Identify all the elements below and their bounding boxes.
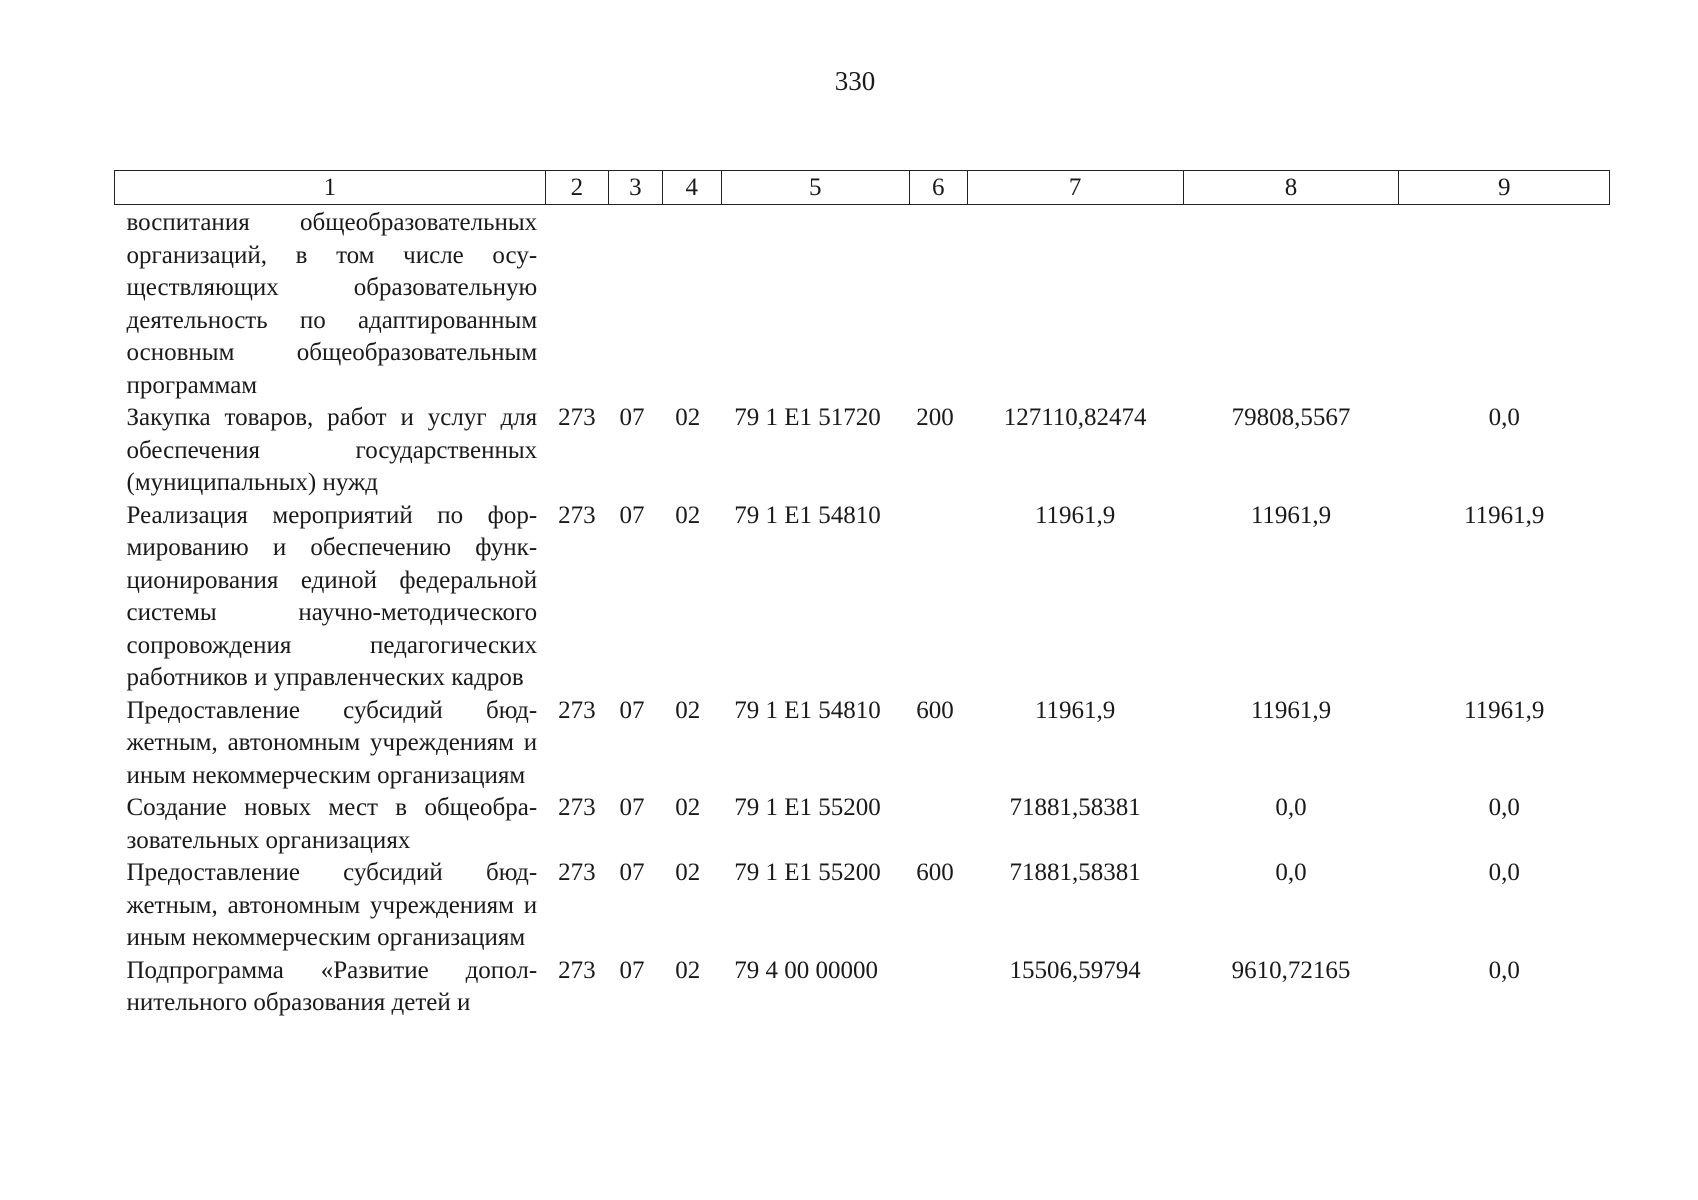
cell-col6: 200 (916, 404, 954, 431)
table-row (115, 402, 1610, 500)
cell-col5 (721, 205, 909, 403)
cell-col8: 11961,9 (1250, 696, 1332, 724)
table-row (115, 857, 1610, 955)
cell-col8: 0,0 (1275, 859, 1307, 886)
table-row (115, 500, 1610, 695)
cell-col9: 0,0 (1488, 956, 1520, 984)
cell-col7: 71881,58381 (1009, 794, 1141, 821)
table-row (115, 955, 1610, 1020)
cell-col2: 273 (558, 696, 596, 724)
row-description: Реализация мероприятий по формированию и обеспечению функционирования единой федеральной системы научно-методического сопровождения педагогических работников и управленческих кадров (126, 501, 538, 691)
column-header: 4 (662, 171, 721, 205)
cell-col3: 07 (619, 501, 645, 529)
cell-col4: 02 (675, 794, 701, 821)
row-description: Закупка товаров, работ и услуг для обеспечения государственных (муниципальных) нужд (126, 404, 538, 496)
column-header: 1 (115, 171, 546, 205)
cell-col8: 11961,9 (1250, 501, 1332, 529)
cell-col8: 0,0 (1275, 794, 1307, 821)
cell-col9: 11961,9 (1464, 696, 1545, 724)
cell-col3: 07 (619, 794, 645, 821)
row-description: Предоставление субсидий бюджетным, автономным учреждениям и иным некоммерческим организациям (126, 696, 538, 789)
cell-col2: 273 (558, 404, 596, 431)
cell-col2 (545, 205, 608, 403)
cell-col8: 9610,72165 (1231, 956, 1351, 984)
cell-col2: 273 (558, 859, 596, 886)
row-description: Подпрограмма «Развитие дополнительного образования детей и (126, 956, 538, 1016)
cell-col6 (909, 955, 967, 1020)
cell-col4: 02 (675, 501, 701, 529)
cell-col9: 0,0 (1488, 794, 1520, 821)
row-description: воспитания общеобразовательных организаций, в том числе осуществляющих образовательную деятельность по адаптированным основным общеобразовательным программам (126, 209, 538, 399)
cell-col3 (609, 205, 663, 403)
cell-col2: 273 (558, 794, 596, 821)
cell-col3: 07 (619, 404, 645, 431)
cell-col5: 79 4 00 00000 (734, 956, 879, 984)
cell-col5: 79 1 E1 54810 (734, 501, 881, 529)
column-header: 2 (545, 171, 608, 205)
budget-table (114, 170, 1610, 1020)
column-header: 9 (1399, 171, 1610, 205)
cell-col7: 11961,9 (1034, 501, 1116, 529)
cell-col7: 127110,82474 (1003, 404, 1147, 431)
table-header-row (115, 171, 1610, 205)
cell-col4: 02 (675, 956, 701, 984)
cell-col6: 600 (916, 859, 954, 886)
column-header: 7 (967, 171, 1183, 205)
cell-col4: 02 (675, 404, 701, 431)
table-row (115, 695, 1610, 793)
cell-col8: 79808,5567 (1231, 404, 1351, 431)
cell-col6: 600 (916, 696, 954, 724)
row-description: Создание новых мест в общеобразовательных организациях (126, 794, 538, 854)
cell-col3: 07 (619, 956, 645, 984)
cell-col5: 79 1 E1 51720 (734, 404, 881, 431)
cell-col5: 79 1 E1 55200 (734, 859, 881, 886)
cell-col2: 273 (558, 956, 596, 984)
cell-col7 (967, 205, 1183, 403)
cell-col7: 15506,59794 (1009, 956, 1141, 984)
cell-col5: 79 1 E1 54810 (734, 696, 881, 724)
cell-col6 (909, 792, 967, 857)
cell-col9: 0,0 (1488, 859, 1520, 886)
column-header: 6 (909, 171, 967, 205)
cell-col7: 11961,9 (1034, 696, 1116, 724)
cell-col6 (909, 205, 967, 403)
cell-col4: 02 (675, 859, 701, 886)
cell-col3: 07 (619, 859, 645, 886)
table-row (115, 792, 1610, 857)
cell-col6 (909, 500, 967, 695)
column-header: 5 (721, 171, 909, 205)
cell-col9 (1399, 205, 1610, 403)
cell-col3: 07 (619, 696, 645, 724)
page-number: 330 (834, 66, 876, 96)
column-header: 3 (609, 171, 663, 205)
cell-col5: 79 1 E1 55200 (734, 794, 881, 821)
cell-col9: 0,0 (1488, 404, 1520, 431)
cell-col7: 71881,58381 (1009, 859, 1141, 886)
cell-col9: 11961,9 (1464, 501, 1545, 529)
cell-col2: 273 (558, 501, 596, 529)
cell-col4 (662, 205, 721, 403)
cell-col4: 02 (675, 696, 701, 724)
table-row (115, 205, 1610, 403)
column-header: 8 (1183, 171, 1399, 205)
row-description: Предоставление субсидий бюджетным, автономным учреждениям и иным некоммерческим организациям (126, 859, 538, 951)
cell-col8 (1183, 205, 1399, 403)
